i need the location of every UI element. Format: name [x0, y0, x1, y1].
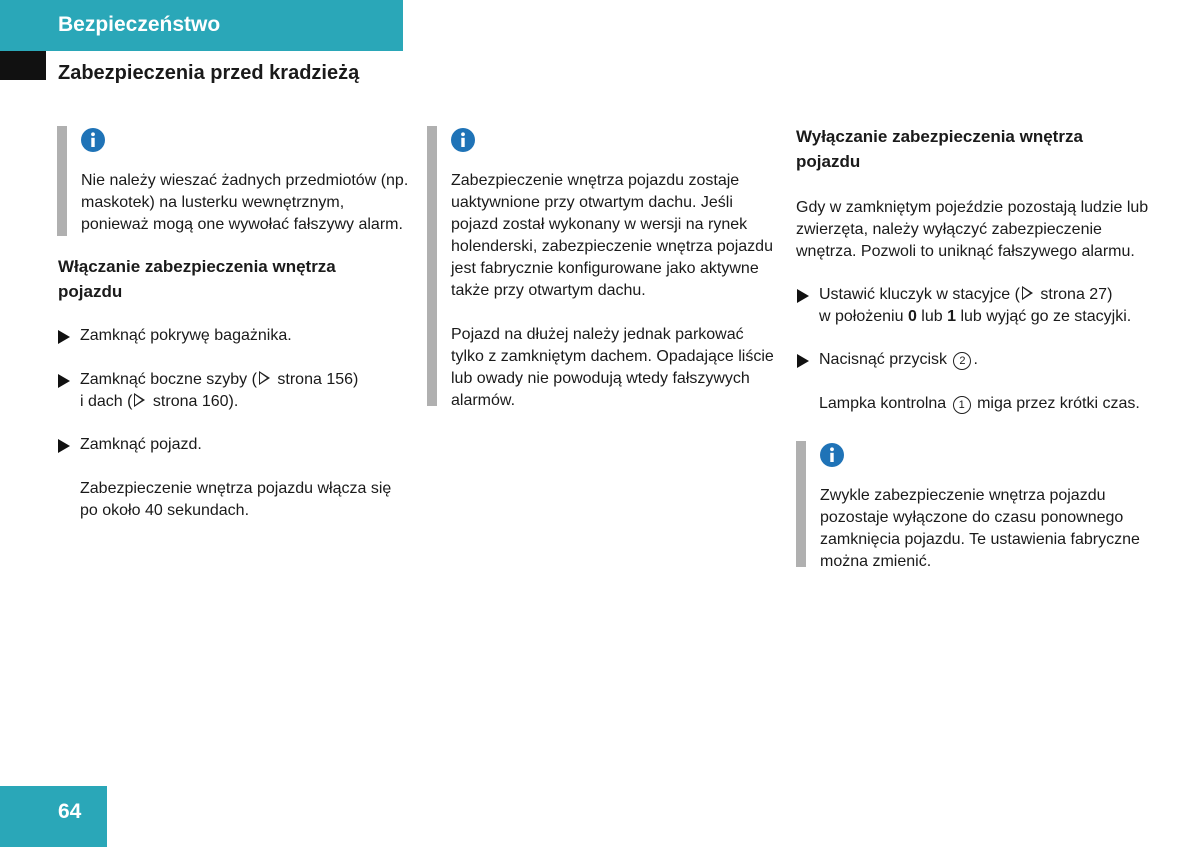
step-text: Zamknąć boczne szyby ( — [80, 371, 257, 388]
page-reference-icon — [1022, 286, 1033, 300]
info-note — [796, 441, 1160, 570]
step-result: Zabezpieczenie wnętrza pojazdu włącza się po około 40 sekundach. — [80, 480, 392, 519]
step-text: strona 27) — [1035, 286, 1113, 303]
section-heading-disable: Wyłączanie zabezpieczenia wnętrza pojazdu — [796, 127, 1083, 171]
step-item — [58, 369, 420, 413]
step-text: . — [973, 351, 978, 368]
step-result — [819, 393, 1159, 415]
info-icon — [820, 443, 844, 467]
step-text: i dach ( — [80, 393, 133, 410]
info-text: Nie należy wieszać żadnych przedmiotów (np. maskotek) na lusterku wewnętrznym, ponieważ mogą one wywołać fałszywy alarm. — [81, 172, 409, 233]
info-icon — [81, 128, 105, 152]
section-heading-enable: Włączanie zabezpieczenia wnętrza pojazdu — [58, 257, 336, 301]
page-title: Zabezpieczenia przed kradzieżą — [58, 62, 360, 84]
result-text: miga przez krótki czas. — [972, 395, 1140, 412]
callout-number: 1 — [953, 396, 971, 414]
info-note — [427, 126, 781, 409]
step-text: strona 160). — [148, 393, 239, 410]
step-arrow-icon — [58, 439, 70, 453]
result-text: Lampka kontrolna — [819, 395, 951, 412]
info-text: Pojazd na dłużej należy jednak parkować tylko z zamkniętym dachem. Opadające liście lub owady nie powodują wtedy fałszywych alarmów. — [451, 326, 774, 409]
step-arrow-icon — [58, 330, 70, 344]
intro-text: Gdy w zamkniętym pojeździe pozostają ludzie lub zwierzęta, należy wyłączyć zabezpieczenie wnętrza. Pozwoli to uniknąć fałszywego alarmu. — [796, 199, 1149, 260]
info-text: Zabezpieczenie wnętrza pojazdu zostaje uaktywnione przy otwartym dachu. Jeśli pojazd został wykonany w wersji na rynek holenderski, zabezpieczenie wnętrza pojazdu jest fabrycznie konfigurowane jako aktywne także przy otwartym dachu. — [451, 172, 773, 299]
position-0: 0 — [907, 308, 917, 325]
step-item — [58, 434, 420, 456]
info-icon — [451, 128, 475, 152]
page-reference-icon — [259, 371, 270, 385]
callout-number: 2 — [953, 352, 971, 370]
step-item — [797, 284, 1173, 328]
page-marker-tab — [0, 51, 46, 80]
step-arrow-icon — [797, 354, 809, 368]
step-text: w położeniu — [819, 308, 908, 325]
info-note — [57, 126, 421, 236]
page-number-box — [0, 786, 107, 847]
step-arrow-icon — [797, 289, 809, 303]
position-1: 1 — [947, 308, 957, 325]
step-text: lub — [916, 308, 948, 325]
step-item — [58, 325, 420, 347]
step-text: Zamknąć pokrywę bagażnika. — [80, 327, 292, 344]
step-text: Ustawić kluczyk w stacyjce ( — [819, 286, 1020, 303]
step-text: strona 156) — [272, 371, 359, 388]
info-text: Zwykle zabezpieczenie wnętrza pojazdu pozostaje wyłączone do czasu ponownego zamknięcia pojazdu. Te ustawienia fabryczne można zmienić. — [820, 487, 1140, 570]
step-item — [797, 349, 1173, 371]
page-reference-icon — [134, 393, 145, 407]
section-title: Bezpieczeństwo — [58, 13, 221, 36]
step-text: Nacisnąć przycisk — [819, 351, 952, 368]
page-number: 64 — [58, 800, 82, 823]
step-arrow-icon — [58, 374, 70, 388]
step-text: Zamknąć pojazd. — [80, 436, 202, 453]
step-text: lub wyjąć go ze stacyjki. — [956, 308, 1132, 325]
